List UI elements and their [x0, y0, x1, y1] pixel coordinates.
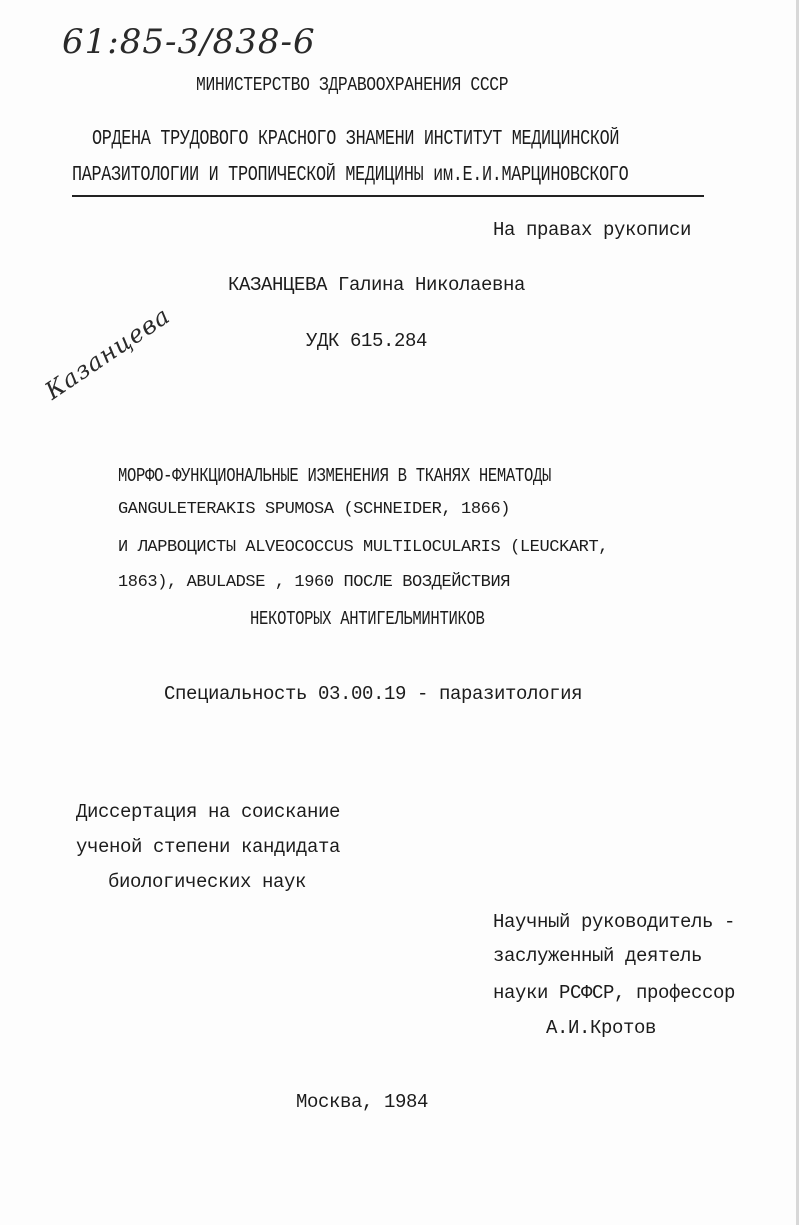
supervisor-line-2: заслуженный деятель: [493, 945, 703, 967]
ministry-heading: МИНИСТЕРСТВО ЗДРАВООХРАНЕНИЯ СССР: [196, 74, 509, 96]
title-line-3: И ЛАРВОЦИСТЫ ALVEOCOCCUS MULTILOCULARIS (LEUCKART,: [118, 538, 609, 557]
supervisor-line-1: Научный руководитель -: [493, 911, 736, 933]
udk-code: УДК 615.284: [306, 330, 428, 352]
manuscript-rights: На правах рукописи: [493, 219, 692, 241]
archive-code-handwritten: 61:85-3/838-6: [62, 22, 316, 62]
specialty: Специальность 03.00.19 - паразитология: [164, 683, 583, 705]
supervisor-line-3: науки РСФСР, профессор: [493, 982, 736, 1004]
author-name: КАЗАНЦЕВА Галина Николаевна: [228, 274, 526, 296]
supervisor-name: А.И.Кротов: [546, 1017, 657, 1039]
title-line-1: МОРФО-ФУНКЦИОНАЛЬНЫЕ ИЗМЕНЕНИЯ В ТКАНЯХ НЕМАТОДЫ: [118, 465, 552, 487]
title-line-2: GANGULETERAKIS SPUMOSA (SCHNEIDER, 1866): [118, 500, 511, 519]
title-line-4: 1863), ABULADSE , 1960 ПОСЛЕ ВОЗДЕЙСТВИЯ: [118, 573, 511, 592]
header-rule: [72, 195, 704, 197]
dissertation-line-3: биологических наук: [108, 871, 307, 893]
institute-line-2: ПАРАЗИТОЛОГИИ И ТРОПИЧЕСКОЙ МЕДИЦИНЫ им.Е.И.МАРЦИНОВСКОГО: [72, 164, 629, 187]
dissertation-line-1: Диссертация на соискание: [76, 801, 341, 823]
institute-line-1: ОРДЕНА ТРУДОВОГО КРАСНОГО ЗНАМЕНИ ИНСТИТУТ МЕДИЦИНСКОЙ: [92, 128, 620, 151]
signature-handwritten: Казанцева: [40, 301, 176, 406]
title-line-5: НЕКОТОРЫХ АНТИГЕЛЬМИНТИКОВ: [250, 608, 485, 630]
dissertation-line-2: ученой степени кандидата: [76, 836, 341, 858]
city-year: Москва, 1984: [296, 1091, 429, 1113]
